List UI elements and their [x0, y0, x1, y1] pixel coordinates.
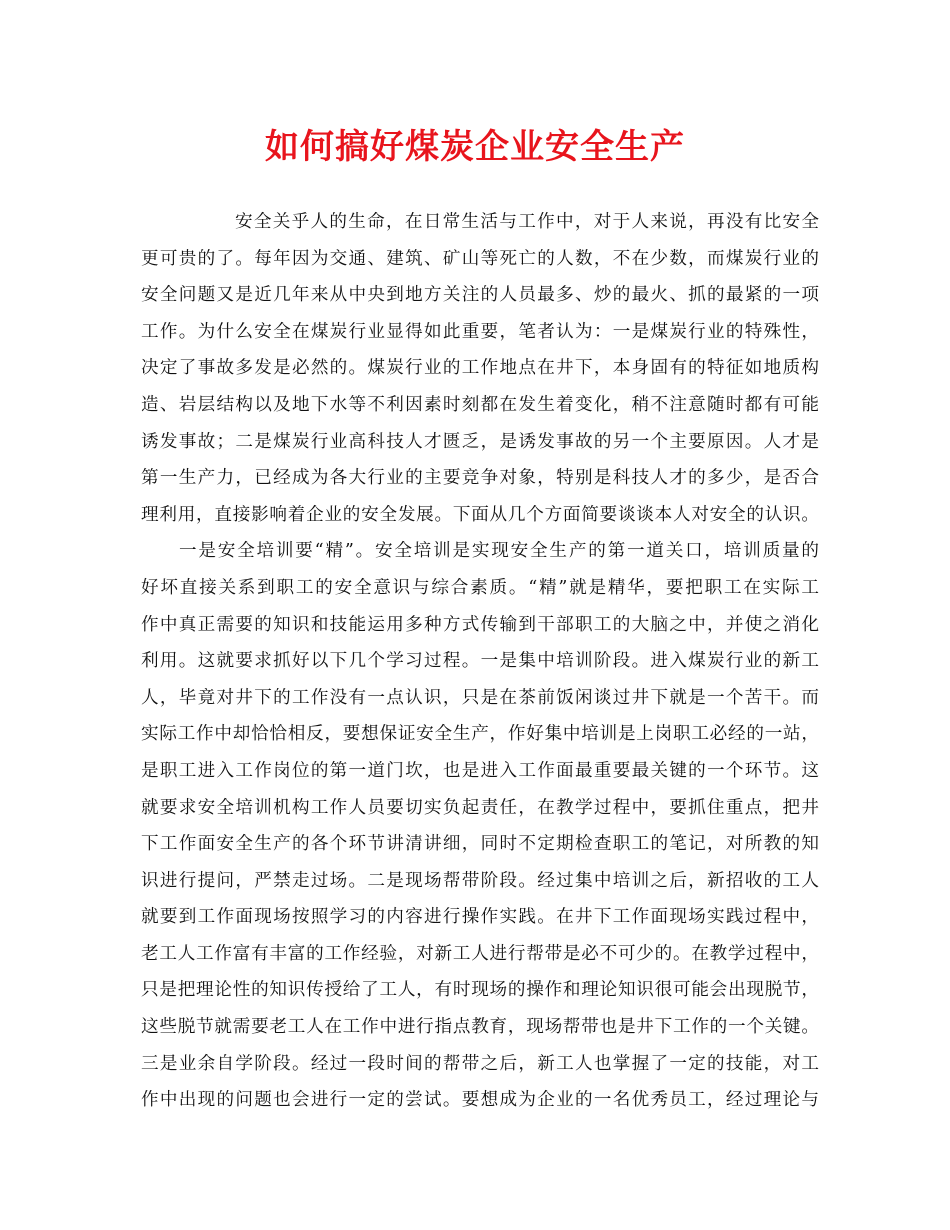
document-body — [141, 204, 819, 1119]
text-line: 就要到工作面现场按照学习的内容进行操作实践。在井下工作面现场实践过程中， — [141, 907, 819, 928]
text-line: 更可贵的了。每年因为交通、建筑、矿山等死亡的人数，不在少数，而煤炭行业的 — [141, 248, 819, 269]
text-line: 实际工作中却恰恰相反，要想保证安全生产，作好集中培训是上岗职工必经的一站， — [141, 724, 819, 745]
text-line: 利用。这就要求抓好以下几个学习过程。一是集中培训阶段。进入煤炭行业的新工 — [141, 651, 819, 672]
text-line: 识进行提问，严禁走过场。二是现场帮带阶段。经过集中培训之后，新招收的工人 — [141, 870, 819, 891]
text-line: 人，毕竟对井下的工作没有一点认识，只是在茶前饭闲谈过井下就是一个苦干。而 — [141, 687, 819, 708]
text-line: 这些脱节就需要老工人在工作中进行指点教育，现场帮带也是井下工作的一个关键。 — [141, 1017, 819, 1038]
text-line: 就要求安全培训机构工作人员要切实负起责任，在教学过程中，要抓住重点，把井 — [141, 797, 819, 818]
text-line: 工作。为什么安全在煤炭行业显得如此重要，笔者认为：一是煤炭行业的特殊性， — [141, 321, 819, 342]
text-line: 好坏直接关系到职工的安全意识与综合素质。“精”就是精华，要把职工在实际工 — [141, 577, 819, 598]
text-line: 老工人工作富有丰富的工作经验，对新工人进行帮带是必不可少的。在教学过程中， — [141, 943, 819, 964]
text-line: 作中出现的问题也会进行一定的尝试。要想成为企业的一名优秀员工，经过理论与 — [141, 1090, 819, 1111]
text-line: 安全关乎人的生命，在日常生活与工作中，对于人来说，再没有比安全 — [235, 212, 819, 232]
text-line: 决定了事故多发是必然的。煤炭行业的工作地点在井下，本身固有的特征如地质构 — [141, 358, 819, 379]
text-line: 诱发事故；二是煤炭行业高科技人才匮乏，是诱发事故的另一个主要原因。人才是 — [141, 431, 819, 452]
text-line: 第一生产力，已经成为各大行业的主要竞争对象，特别是科技人才的多少，是否合 — [141, 468, 819, 489]
document-title: 如何搞好煤炭企业安全生产 — [265, 127, 685, 167]
text-line: 只是把理论性的知识传授给了工人，有时现场的操作和理论知识很可能会出现脱节， — [141, 980, 819, 1001]
text-line: 理利用，直接影响着企业的安全发展。下面从几个方面简要谈谈本人对安全的认识。 — [141, 504, 819, 525]
text-line: 是职工进入工作岗位的第一道门坎，也是进入工作面最重要最关键的一个环节。这 — [141, 760, 819, 781]
text-line: 一是安全培训要“精”。安全培训是实现安全生产的第一道关口，培训质量的 — [179, 541, 819, 562]
text-line: 三是业余自学阶段。经过一段时间的帮带之后，新工人也掌握了一定的技能，对工 — [141, 1053, 819, 1074]
text-line: 造、岩层结构以及地下水等不利因素时刻都在发生着变化，稍不注意随时都有可能 — [141, 394, 819, 415]
text-line: 安全问题又是近几年来从中央到地方关注的人员最多、炒的最火、抓的最紧的一项 — [141, 285, 819, 306]
paragraph — [141, 204, 819, 533]
paragraph — [141, 533, 819, 1119]
text-line: 下工作面安全生产的各个环节讲清讲细，同时不定期检查职工的笔记，对所教的知 — [141, 834, 819, 855]
text-line: 作中真正需要的知识和技能运用多种方式传输到干部职工的大脑之中，并使之消化 — [141, 614, 819, 635]
